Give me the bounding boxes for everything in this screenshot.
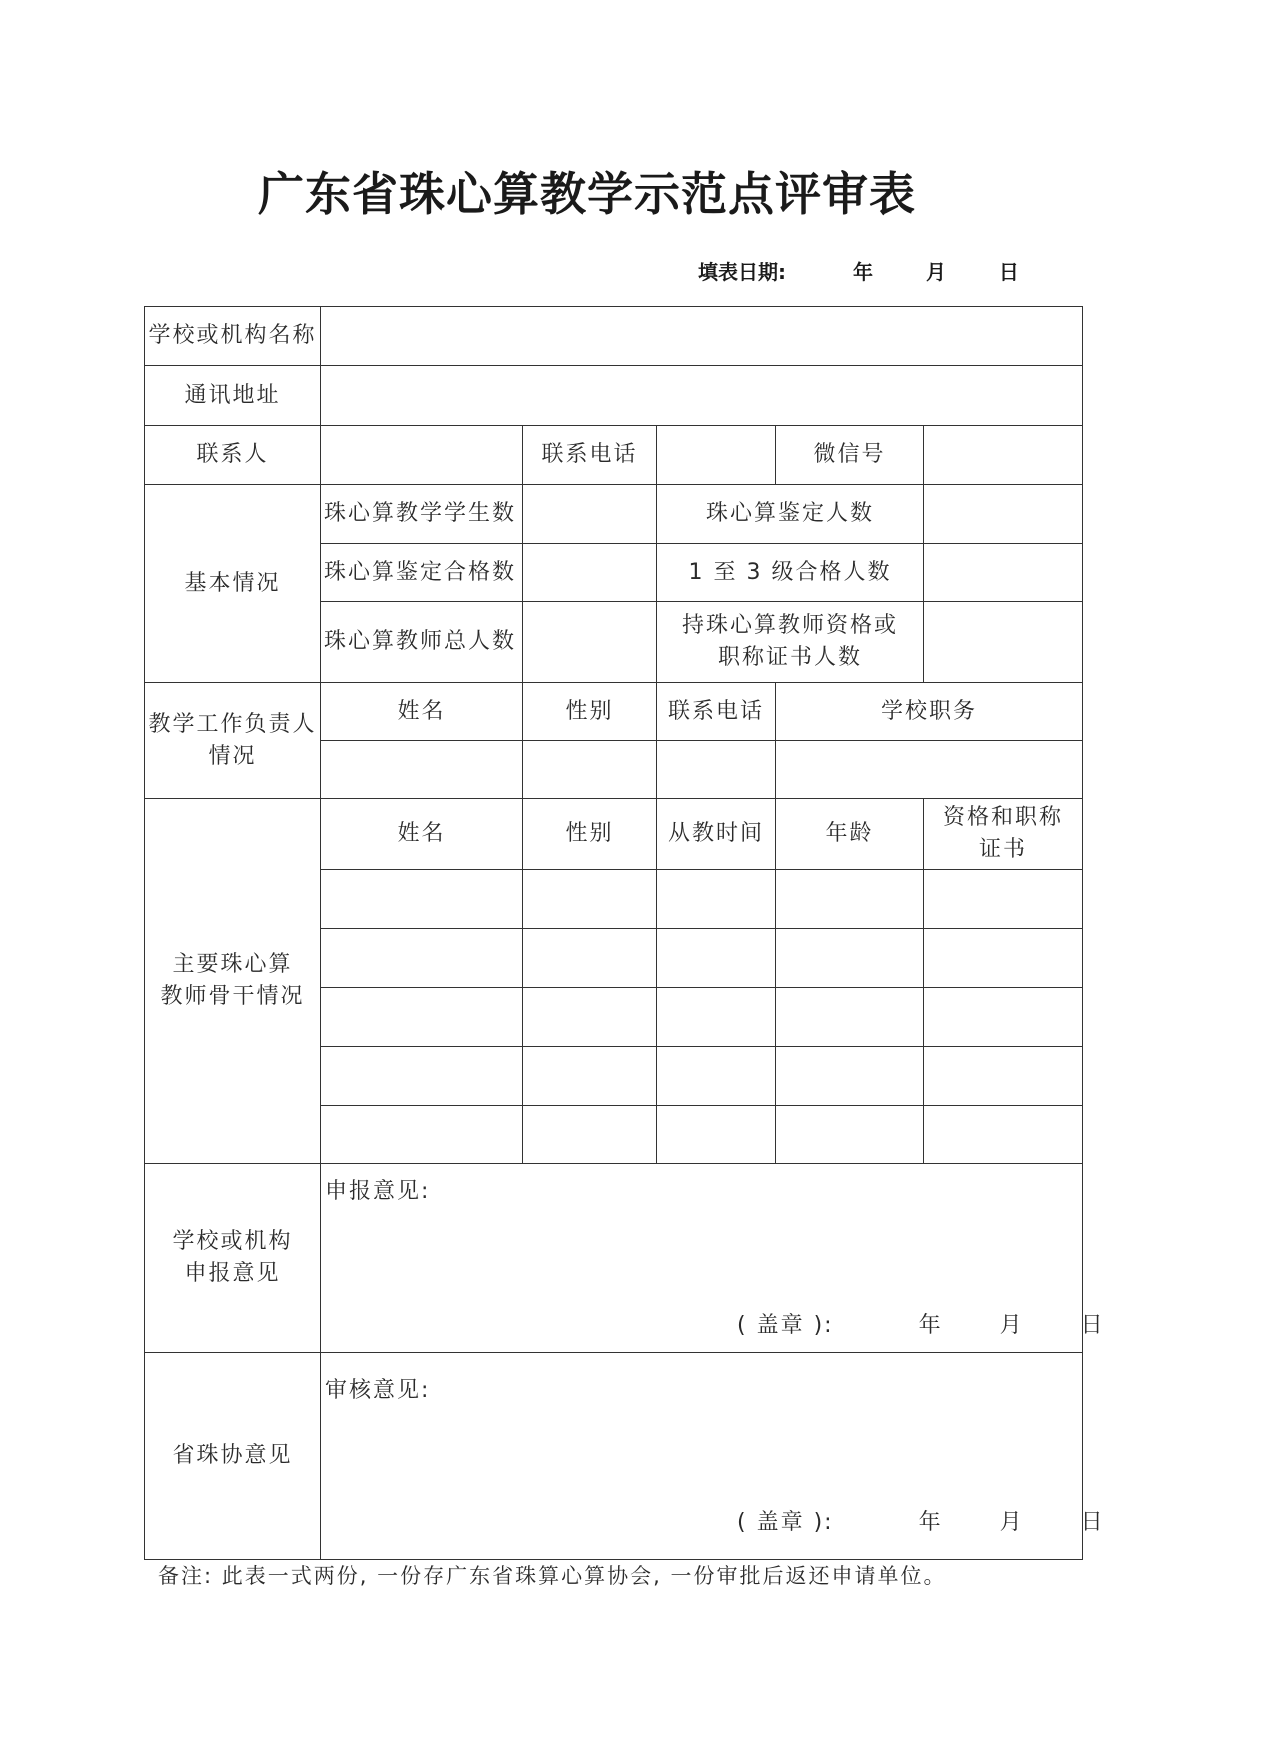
evaluation-form-table [144,306,1105,1560]
stamp-day: 日 [1080,1510,1105,1535]
school-opinion-area[interactable] [321,1164,1105,1353]
certified-field[interactable] [924,602,1083,683]
teacher-cell[interactable] [321,929,523,988]
teacher-cell[interactable] [924,1047,1083,1106]
teacher-cell[interactable] [657,988,776,1047]
teacher-cell[interactable] [776,1106,924,1164]
teachers-total-field[interactable] [523,602,657,683]
stamp-month: 月 [999,1313,1024,1338]
teacher-cell[interactable] [776,1047,924,1106]
table-row [145,426,1083,485]
table-row [145,1164,1083,1353]
level-pass-field[interactable] [924,544,1083,602]
stamp-month: 月 [999,1510,1024,1535]
teacher-cell[interactable] [523,988,657,1047]
table-row [145,485,1083,544]
teacher-cell[interactable] [321,1106,523,1164]
assessed-label: 珠心算鉴定人数 [657,485,924,544]
fill-date-month: 月 [925,260,946,284]
teacher-name-header: 姓名 [321,799,523,870]
leader-phone-field[interactable] [657,741,776,799]
students-field[interactable] [523,485,657,544]
province-opinion-area[interactable] [321,1353,1105,1560]
address-field[interactable] [321,366,1083,426]
teacher-cell[interactable] [924,988,1083,1047]
teacher-cell[interactable] [321,988,523,1047]
leader-gender-header: 性别 [523,683,657,741]
teacher-cell[interactable] [924,870,1083,929]
teacher-age-header: 年龄 [776,799,924,870]
school-opinion-prompt: 申报意见: [325,1179,431,1204]
leader-position-field[interactable] [776,741,1083,799]
table-row [145,683,1083,741]
passed-field[interactable] [523,544,657,602]
contact-person-field[interactable] [321,426,523,485]
leader-group-label: 教学工作负责人 情况 [145,683,321,799]
fill-date-label: 填表日期: [698,260,786,284]
province-opinion-prompt: 审核意见: [325,1378,431,1403]
school-opinion-label: 学校或机构 申报意见 [145,1164,321,1353]
basic-info-label: 基本情况 [145,485,321,683]
fill-date-day: 日 [998,260,1019,284]
school-name-label: 学校或机构名称 [145,307,321,366]
assessed-field[interactable] [924,485,1083,544]
form-title: 广东省珠心算教学示范点评审表 [258,167,916,221]
table-row [145,799,1083,870]
certified-label: 持珠心算教师资格或 职称证书人数 [657,602,924,683]
table-row [145,307,1083,366]
teacher-cell[interactable] [657,870,776,929]
teacher-cell[interactable] [776,870,924,929]
teacher-years-header: 从教时间 [657,799,776,870]
level-pass-label: 1 至 3 级合格人数 [657,544,924,602]
wechat-field[interactable] [924,426,1083,485]
teacher-cell[interactable] [523,870,657,929]
school-opinion-stamp-line [737,1310,1105,1342]
contact-phone-field[interactable] [657,426,776,485]
teacher-cell[interactable] [657,1106,776,1164]
wechat-label: 微信号 [776,426,924,485]
teacher-cell[interactable] [523,929,657,988]
teacher-cell[interactable] [776,988,924,1047]
teacher-cell[interactable] [657,929,776,988]
teacher-cell[interactable] [776,929,924,988]
fill-date-year: 年 [852,260,873,284]
teacher-cell[interactable] [321,1047,523,1106]
teacher-cell[interactable] [523,1106,657,1164]
stamp-year: 年 [918,1510,943,1535]
province-opinion-stamp-line [737,1507,1105,1539]
teachers-total-label: 珠心算教师总人数 [321,602,523,683]
leader-phone-header: 联系电话 [657,683,776,741]
table-row [145,1353,1083,1560]
teacher-cell[interactable] [523,1047,657,1106]
passed-label: 珠心算鉴定合格数 [321,544,523,602]
students-label: 珠心算教学学生数 [321,485,523,544]
province-opinion-label: 省珠协意见 [145,1353,321,1560]
contact-person-label: 联系人 [145,426,321,485]
teachers-group-label: 主要珠心算 教师骨干情况 [145,799,321,1164]
teacher-cell[interactable] [321,870,523,929]
stamp-label: ( 盖章 ): [737,1510,834,1535]
teacher-cell[interactable] [924,1106,1083,1164]
stamp-year: 年 [918,1313,943,1338]
leader-name-field[interactable] [321,741,523,799]
contact-phone-label: 联系电话 [523,426,657,485]
teacher-cell[interactable] [924,929,1083,988]
stamp-day: 日 [1080,1313,1105,1338]
teacher-gender-header: 性别 [523,799,657,870]
teacher-cell[interactable] [657,1047,776,1106]
fill-date [698,256,1019,285]
teacher-cert-header: 资格和职称 证书 [924,799,1083,870]
footnote: 备注: 此表一式两份, 一份存广东省珠算心算协会, 一份审批后返还申请单位。 [158,1564,947,1588]
address-label: 通讯地址 [145,366,321,426]
leader-name-header: 姓名 [321,683,523,741]
leader-position-header: 学校职务 [776,683,1083,741]
stamp-label: ( 盖章 ): [737,1313,834,1338]
leader-gender-field[interactable] [523,741,657,799]
school-name-field[interactable] [321,307,1083,366]
table-row [145,366,1083,426]
